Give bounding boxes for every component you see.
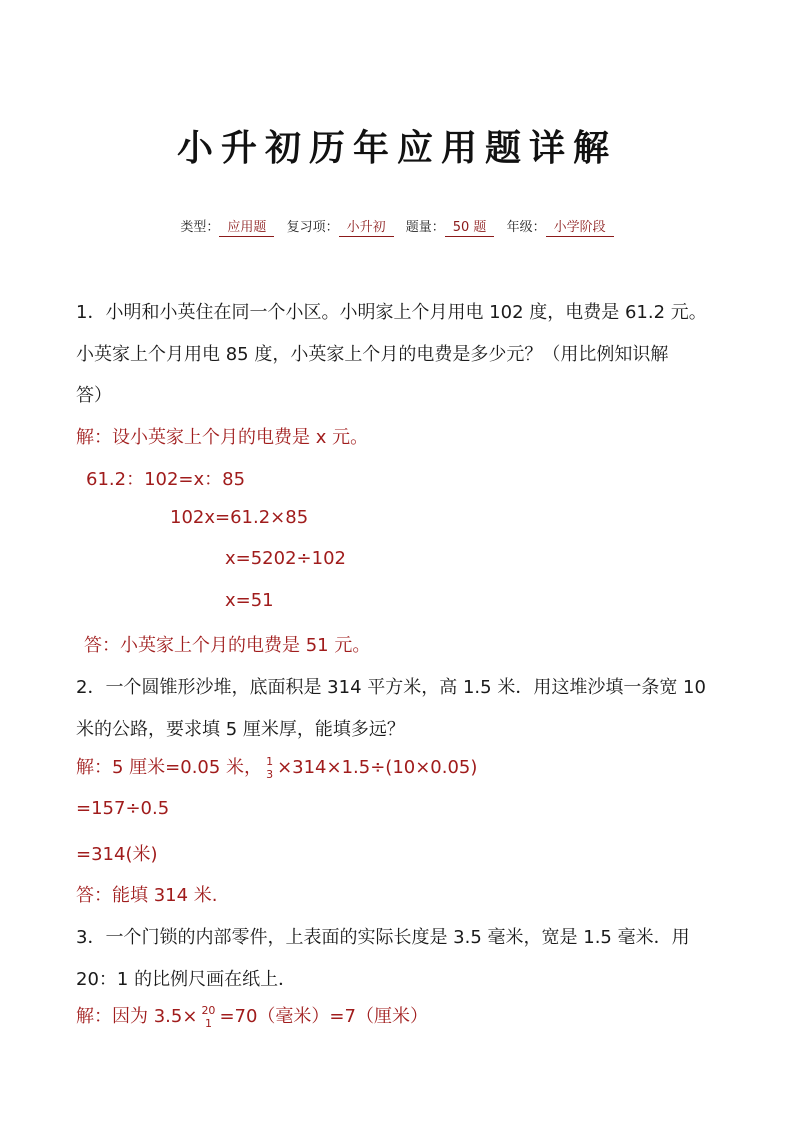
fraction-denominator: 3	[266, 768, 274, 781]
q1-line1: 1．小明和小英住在同一个小区。小明家上个月用电 102 度，电费是 61.2 元。	[76, 302, 707, 323]
page-title: 小升初历年应用题详解	[176, 128, 617, 169]
grade-value: 小学阶段	[546, 220, 614, 237]
q3-line1: 3．一个门锁的内部零件，上表面的实际长度是 3.5 毫米，宽是 1.5 毫米．用	[76, 927, 690, 948]
review-value: 小升初	[339, 220, 394, 237]
fraction-denominator: 1	[204, 1017, 212, 1030]
count-label: 题量：	[405, 220, 445, 235]
q1-line2: 小英家上个月用电 85 度，小英家上个月的电费是多少元？（用比例知识解	[76, 344, 669, 365]
q1-answer-conclusion: 答：小英家上个月的电费是 51 元。	[84, 635, 371, 656]
q2-answer-line2: =157÷0.5	[76, 798, 170, 819]
q1-line3: 答）	[76, 385, 112, 406]
q2-answer-conclusion: 答：能填 314 米.	[76, 885, 218, 906]
review-label: 复习项：	[286, 220, 339, 235]
q3-answer-post: =70（毫米）=7（厘米）	[219, 1006, 428, 1027]
q1-answer-step3: x=51	[225, 590, 274, 611]
q1-answer-step1: 102x=61.2×85	[170, 507, 309, 528]
q1-answer-setup: 解：设小英家上个月的电费是 x 元。	[76, 427, 369, 448]
fraction-scale	[200, 1004, 216, 1030]
count-value: 50 题	[445, 220, 495, 237]
fraction-numerator: 1	[266, 755, 274, 768]
q2-line2: 米的公路，要求填 5 厘米厚，能填多远？	[76, 719, 405, 740]
fraction-numerator: 20	[201, 1004, 216, 1017]
q2-answer-line3: =314(米)	[76, 844, 158, 865]
q1-answer-step2: x=5202÷102	[225, 548, 346, 569]
q3-line2: 20：1 的比例尺画在纸上．	[76, 969, 297, 990]
meta-line	[0, 216, 794, 237]
grade-label: 年级：	[506, 220, 546, 235]
fraction-one-third	[265, 755, 274, 781]
type-value: 应用题	[219, 220, 274, 237]
q3-answer-line1	[76, 1002, 428, 1030]
q2-answer-line1	[76, 753, 477, 781]
q2-answer-pre: 解：5 厘米=0.05 米，	[76, 757, 263, 778]
q2-answer-post: ×314×1.5÷(10×0.05)	[277, 757, 478, 778]
q3-answer-pre: 解：因为 3.5×	[76, 1006, 198, 1027]
type-label: 类型：	[180, 220, 220, 235]
q2-line1: 2．一个圆锥形沙堆，底面积是 314 平方米，高 1.5 米．用这堆沙填一条宽 10	[76, 677, 706, 698]
q1-answer-proportion: 61.2：102=x：85	[86, 469, 246, 490]
